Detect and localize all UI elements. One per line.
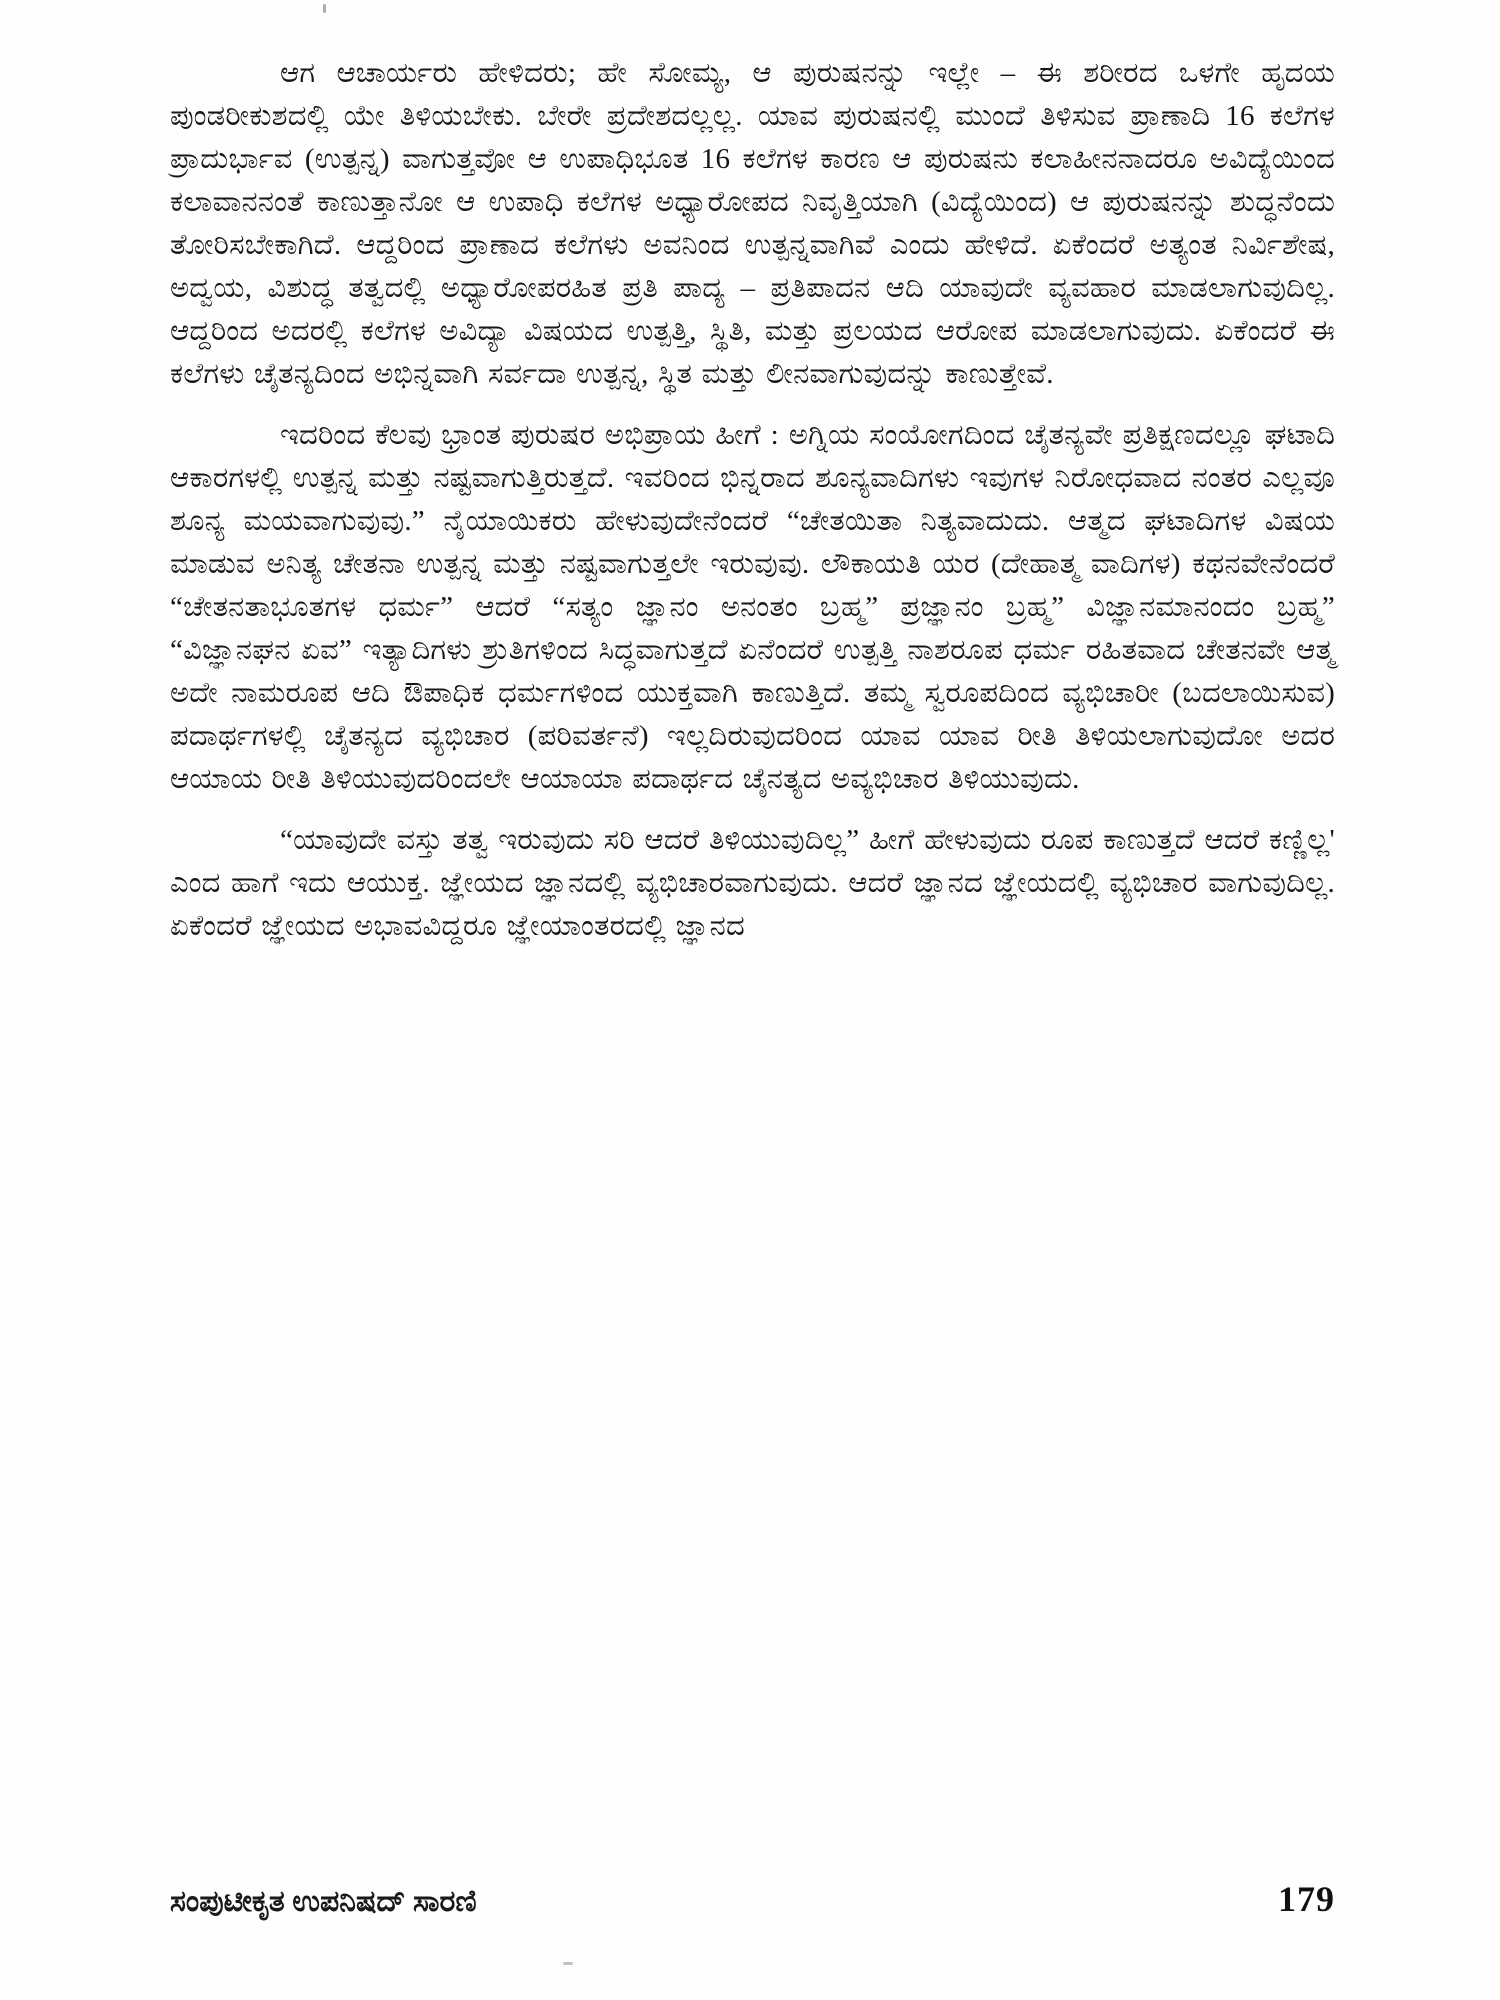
paragraph-3: “ಯಾವುದೇ ವಸ್ತು ತತ್ವ ಇರುವುದು ಸರಿ ಆದರೆ ತಿಳಿಯುವುದಿಲ್ಲ” ಹೀಗೆ ಹೇಳುವುದು ರೂಪ ಕಾಣುತ್ತದೆ ಆದರೆ ಕಣ್ಣಿಲ್ಲ' ಎಂದ ಹಾಗೆ ಇದು ಆಯುಕ್ತ. ಜ್ಞೇಯದ ಜ್ಞಾನದಲ್ಲಿ ವ್ಯಭಿಚಾರವಾಗುವುದು. ಆದರೆ ಜ್ಞಾನದ ಜ್ಞೇಯದಲ್ಲಿ ವ್ಯಭಿಚಾರ ವಾಗುವುದಿಲ್ಲ. ಏಕೆಂದರೆ ಜ್ಞೇಯದ ಅಭಾವವಿದ್ದರೂ ಜ್ಞೇಯಾಂತರದಲ್ಲಿ ಜ್ಞಾನದ — [170, 824, 1335, 942]
paragraph-1: ಆಗ ಆಚಾರ್ಯರು ಹೇಳಿದರು; ಹೇ ಸೋಮ್ಯ, ಆ ಪುರುಷನನ್ನು ಇಲ್ಲೇ – ಈ ಶರೀರದ ಒಳಗೇ ಹೃದಯ ಪುಂಡರೀಕುಶದಲ್ಲಿ ಯೇ ತಿಳಿಯಬೇಕು. ಬೇರೇ ಪ್ರದೇಶದಲ್ಲಲ್ಲ. ಯಾವ ಪುರುಷನಲ್ಲಿ ಮುಂದೆ ತಿಳಿಸುವ ಪ್ರಾಣಾದಿ 16 ಕಲೆಗಳ ಪ್ರಾದುರ್ಭಾವ (ಉತ್ಪನ್ನ) ವಾಗುತ್ತವೋ ಆ ಉಪಾಧಿಭೂತ 16 ಕಲೆಗಳ ಕಾರಣ ಆ ಪುರುಷನು ಕಲಾಹೀನನಾದರೂ ಅವಿದ್ಯೆಯಿಂದ ಕಲಾವಾನನಂತೆ ಕಾಣುತ್ತಾನೋ ಆ ಉಪಾಧಿ ಕಲೆಗಳ ಅಧ್ಯಾರೋಪದ ನಿವೃತ್ತಿಯಾಗಿ (ವಿದ್ಯೆಯಿಂದ) ಆ ಪುರುಷನನ್ನು ಶುದ್ಧನೆಂದು ತೋರಿಸಬೇಕಾಗಿದೆ. ಆದ್ದರಿಂದ ಪ್ರಾಣಾದ ಕಲೆಗಳು ಅವನಿಂದ ಉತ್ಪನ್ನವಾಗಿವೆ ಎಂದು ಹೇಳಿದೆ. ಏಕೆಂದರೆ ಅತ್ಯಂತ ನಿರ್ವಿಶೇಷ, ಅದ್ವಯ, ವಿಶುದ್ಧ ತತ್ವದಲ್ಲಿ ಅಧ್ಯಾರೋಪರಹಿತ ಪ್ರತಿ ಪಾದ್ಯ – ಪ್ರತಿಪಾದನ ಆದಿ ಯಾವುದೇ ವ್ಯವಹಾರ ಮಾಡಲಾಗುವುದಿಲ್ಲ. ಆದ್ದರಿಂದ ಅದರಲ್ಲಿ ಕಲೆಗಳ ಅವಿದ್ಯಾ ವಿಷಯದ ಉತ್ಪತ್ತಿ, ಸ್ಥಿತಿ, ಮತ್ತು ಪ್ರಲಯದ ಆರೋಪ ಮಾಡಲಾಗುವುದು. ಏಕೆಂದರೆ ಈ ಕಲೆಗಳು ಚೈತನ್ಯದಿಂದ ಅಭಿನ್ನವಾಗಿ ಸರ್ವದಾ ಉತ್ಪನ್ನ, ಸ್ಥಿತ ಮತ್ತು ಲೀನವಾಗುವುದನ್ನು ಕಾಣುತ್ತೇವೆ. — [170, 57, 1335, 390]
footer-book-title: ಸಂಪುಟೀಕೃತ ಉಪನಿಷದ್ ಸಾರಣಿ — [170, 1885, 477, 1918]
scan-artifact-top — [323, 4, 326, 13]
page-text-block — [170, 52, 1335, 966]
page-footer — [170, 1878, 1335, 1920]
scan-artifact-bottom — [563, 1962, 573, 1965]
page-number: 179 — [1278, 1879, 1335, 1919]
paragraph-2: ಇದರಿಂದ ಕೆಲವು ಭ್ರಾಂತ ಪುರುಷರ ಅಭಿಪ್ರಾಯ ಹೀಗೆ : ಅಗ್ನಿಯ ಸಂಯೋಗದಿಂದ ಚೈತನ್ಯವೇ ಪ್ರತಿಕ್ಷಣದಲ್ಲೂ ಘಟಾದಿ ಆಕಾರಗಳಲ್ಲಿ ಉತ್ಪನ್ನ ಮತ್ತು ನಷ್ಟವಾಗುತ್ತಿರುತ್ತದೆ. ಇವರಿಂದ ಭಿನ್ನರಾದ ಶೂನ್ಯವಾದಿಗಳು ಇವುಗಳ ನಿರೋಧವಾದ ನಂತರ ಎಲ್ಲವೂ ಶೂನ್ಯ ಮಯವಾಗುವುವು.” ನೈಯಾಯಿಕರು ಹೇಳುವುದೇನೆಂದರೆ “ಚೇತಯಿತಾ ನಿತ್ಯವಾದುದು. ಆತ್ಮದ ಘಟಾದಿಗಳ ವಿಷಯ ಮಾಡುವ ಅನಿತ್ಯ ಚೇತನಾ ಉತ್ಪನ್ನ ಮತ್ತು ನಷ್ಟವಾಗುತ್ತಲೇ ಇರುವುವು. ಲೌಕಾಯತಿ ಯರ (ದೇಹಾತ್ಮ ವಾದಿಗಳ) ಕಥನವೇನೆಂದರೆ “ಚೇತನತಾಭೂತಗಳ ಧರ್ಮ” ಆದರೆ “ಸತ್ಯಂ ಜ್ಞಾನಂ ಅನಂತಂ ಬ್ರಹ್ಮ” ಪ್ರಜ್ಞಾನಂ ಬ್ರಹ್ಮ” ವಿಜ್ಞಾನಮಾನಂದಂ ಬ್ರಹ್ಮ” “ವಿಜ್ಞಾನಘನ ಏವ” ಇತ್ಯಾದಿಗಳು ಶ್ರುತಿಗಳಿಂದ ಸಿದ್ಧವಾಗುತ್ತದೆ ಏನೆಂದರೆ ಉತ್ಪತ್ತಿ ನಾಶರೂಪ ಧರ್ಮ ರಹಿತವಾದ ಚೇತನವೇ ಆತ್ಮ ಅದೇ ನಾಮರೂಪ ಆದಿ ಔಪಾಧಿಕ ಧರ್ಮಗಳಿಂದ ಯುಕ್ತವಾಗಿ ಕಾಣುತ್ತಿದೆ. ತಮ್ಮ ಸ್ವರೂಪದಿಂದ ವ್ಯಭಿಚಾರೀ (ಬದಲಾಯಿಸುವ) ಪದಾರ್ಥಗಳಲ್ಲಿ ಚೈತನ್ಯದ ವ್ಯಭಿಚಾರ (ಪರಿವರ್ತನೆ) ಇಲ್ಲದಿರುವುದರಿಂದ ಯಾವ ಯಾವ ರೀತಿ ತಿಳಿಯಲಾಗುವುದೋ ಅದರ ಆಯಾಯ ರೀತಿ ತಿಳಿಯುವುದರಿಂದಲೇ ಆಯಾಯಾ ಪದಾರ್ಥದ ಚೈನತ್ಯದ ಅವ್ಯಭಿಚಾರ ತಿಳಿಯುವುದು. — [170, 419, 1335, 795]
